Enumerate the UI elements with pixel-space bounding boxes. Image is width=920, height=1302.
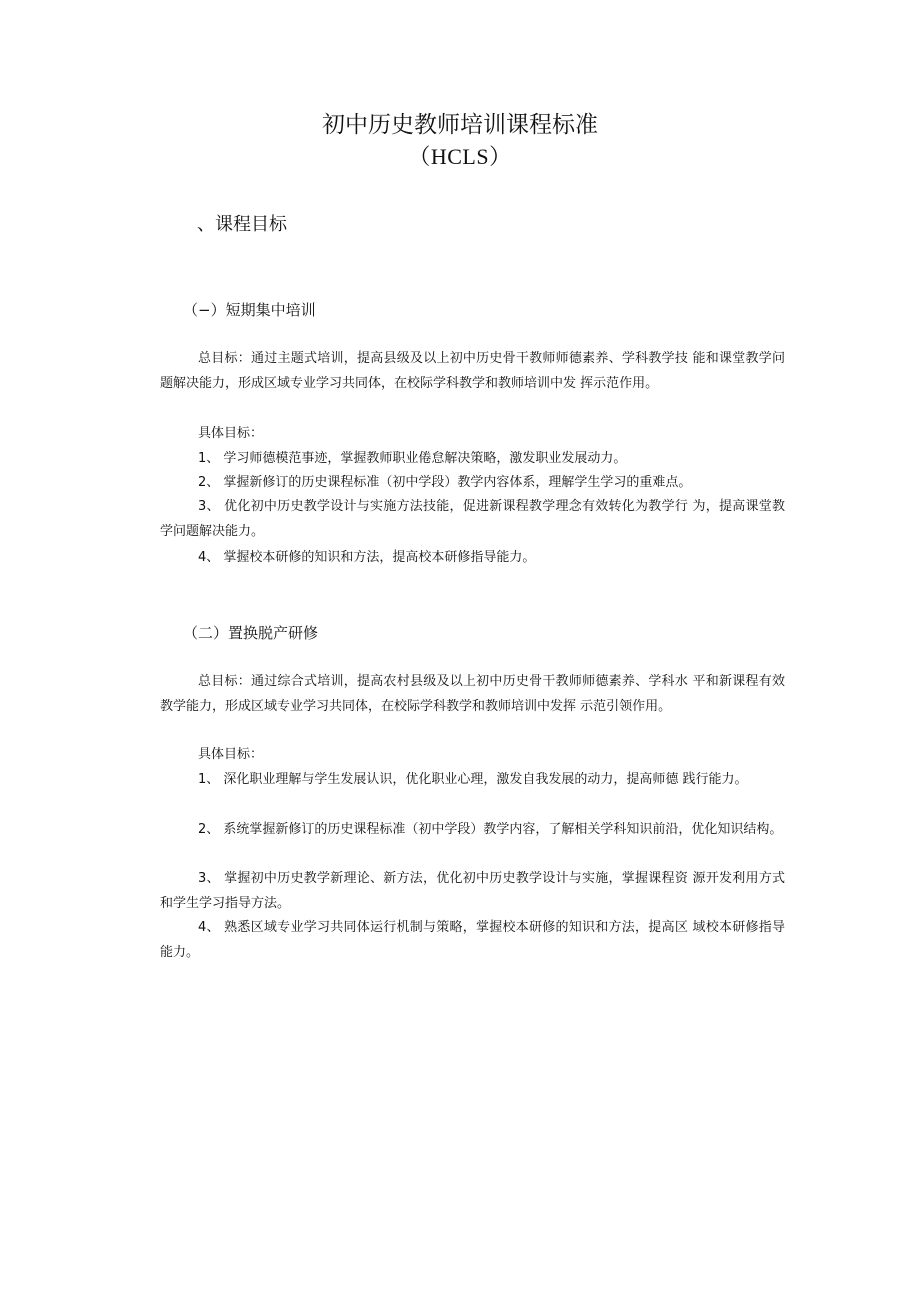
part1-item-4: 4、 掌握校本研修的知识和方法，提高校本研修指导能力。	[198, 550, 536, 565]
part1-specific-label: 具体目标：	[198, 426, 264, 441]
part2-heading: （二）置换脱产研修	[183, 624, 319, 642]
document-subtitle: （HCLS）	[408, 144, 512, 169]
section-heading: 、课程目标	[197, 214, 287, 235]
part2-specific-label: 具体目标：	[198, 747, 264, 762]
part1-item-3: 3、 优化初中历史教学设计与实施方法技能，促进新课程教学理念有效转化为教学行 为，提高课堂教学问题解决能力。	[160, 499, 785, 539]
part1-item-2: 2、 掌握新修订的历史课程标准（初中学段）教学内容体系，理解学生学习的重难点。	[198, 475, 692, 490]
document-title: 初中历史教师培训课程标准	[322, 112, 598, 138]
part2-item-3: 3、 掌握初中历史教学新理论、新方法，优化初中历史教学设计与实施，掌握课程资 源开发利用方式和学生学习指导方法。	[160, 871, 785, 911]
part2-item-1: 1、 深化职业理解与学生发展认识，优化职业心理，激发自我发展的动力，提高师德 践行能力。	[198, 772, 748, 787]
part1-item-1: 1、 学习师德模范事迹，掌握教师职业倦怠解决策略，激发职业发展动力。	[198, 451, 627, 466]
part2-item-2: 2、 系统掌握新修订的历史课程标准（初中学段）教学内容，了解相关学科知识前沿，优化知识结构。	[198, 822, 783, 837]
part2-item-4: 4、 熟悉区域专业学习共同体运行机制与策略，掌握校本研修的知识和方法，提高区 域校本研修指导能力。	[160, 920, 785, 960]
part2-overall-goal: 总目标：通过综合式培训，提高农村县级及以上初中历史骨干教师师德素养、学科水 平和新课程有效教学能力，形成区域专业学习共同体，在校际学科教学和教师培训中发挥 示范引领作用。	[160, 674, 785, 714]
part1-heading: （−）短期集中培训	[183, 301, 316, 319]
part1-overall-goal: 总目标：通过主题式培训，提高县级及以上初中历史骨干教师师德素养、学科教学技 能和课堂教学问题解决能力，形成区域专业学习共同体，在校际学科教学和教师培训中发 挥示范作用。	[160, 351, 785, 391]
